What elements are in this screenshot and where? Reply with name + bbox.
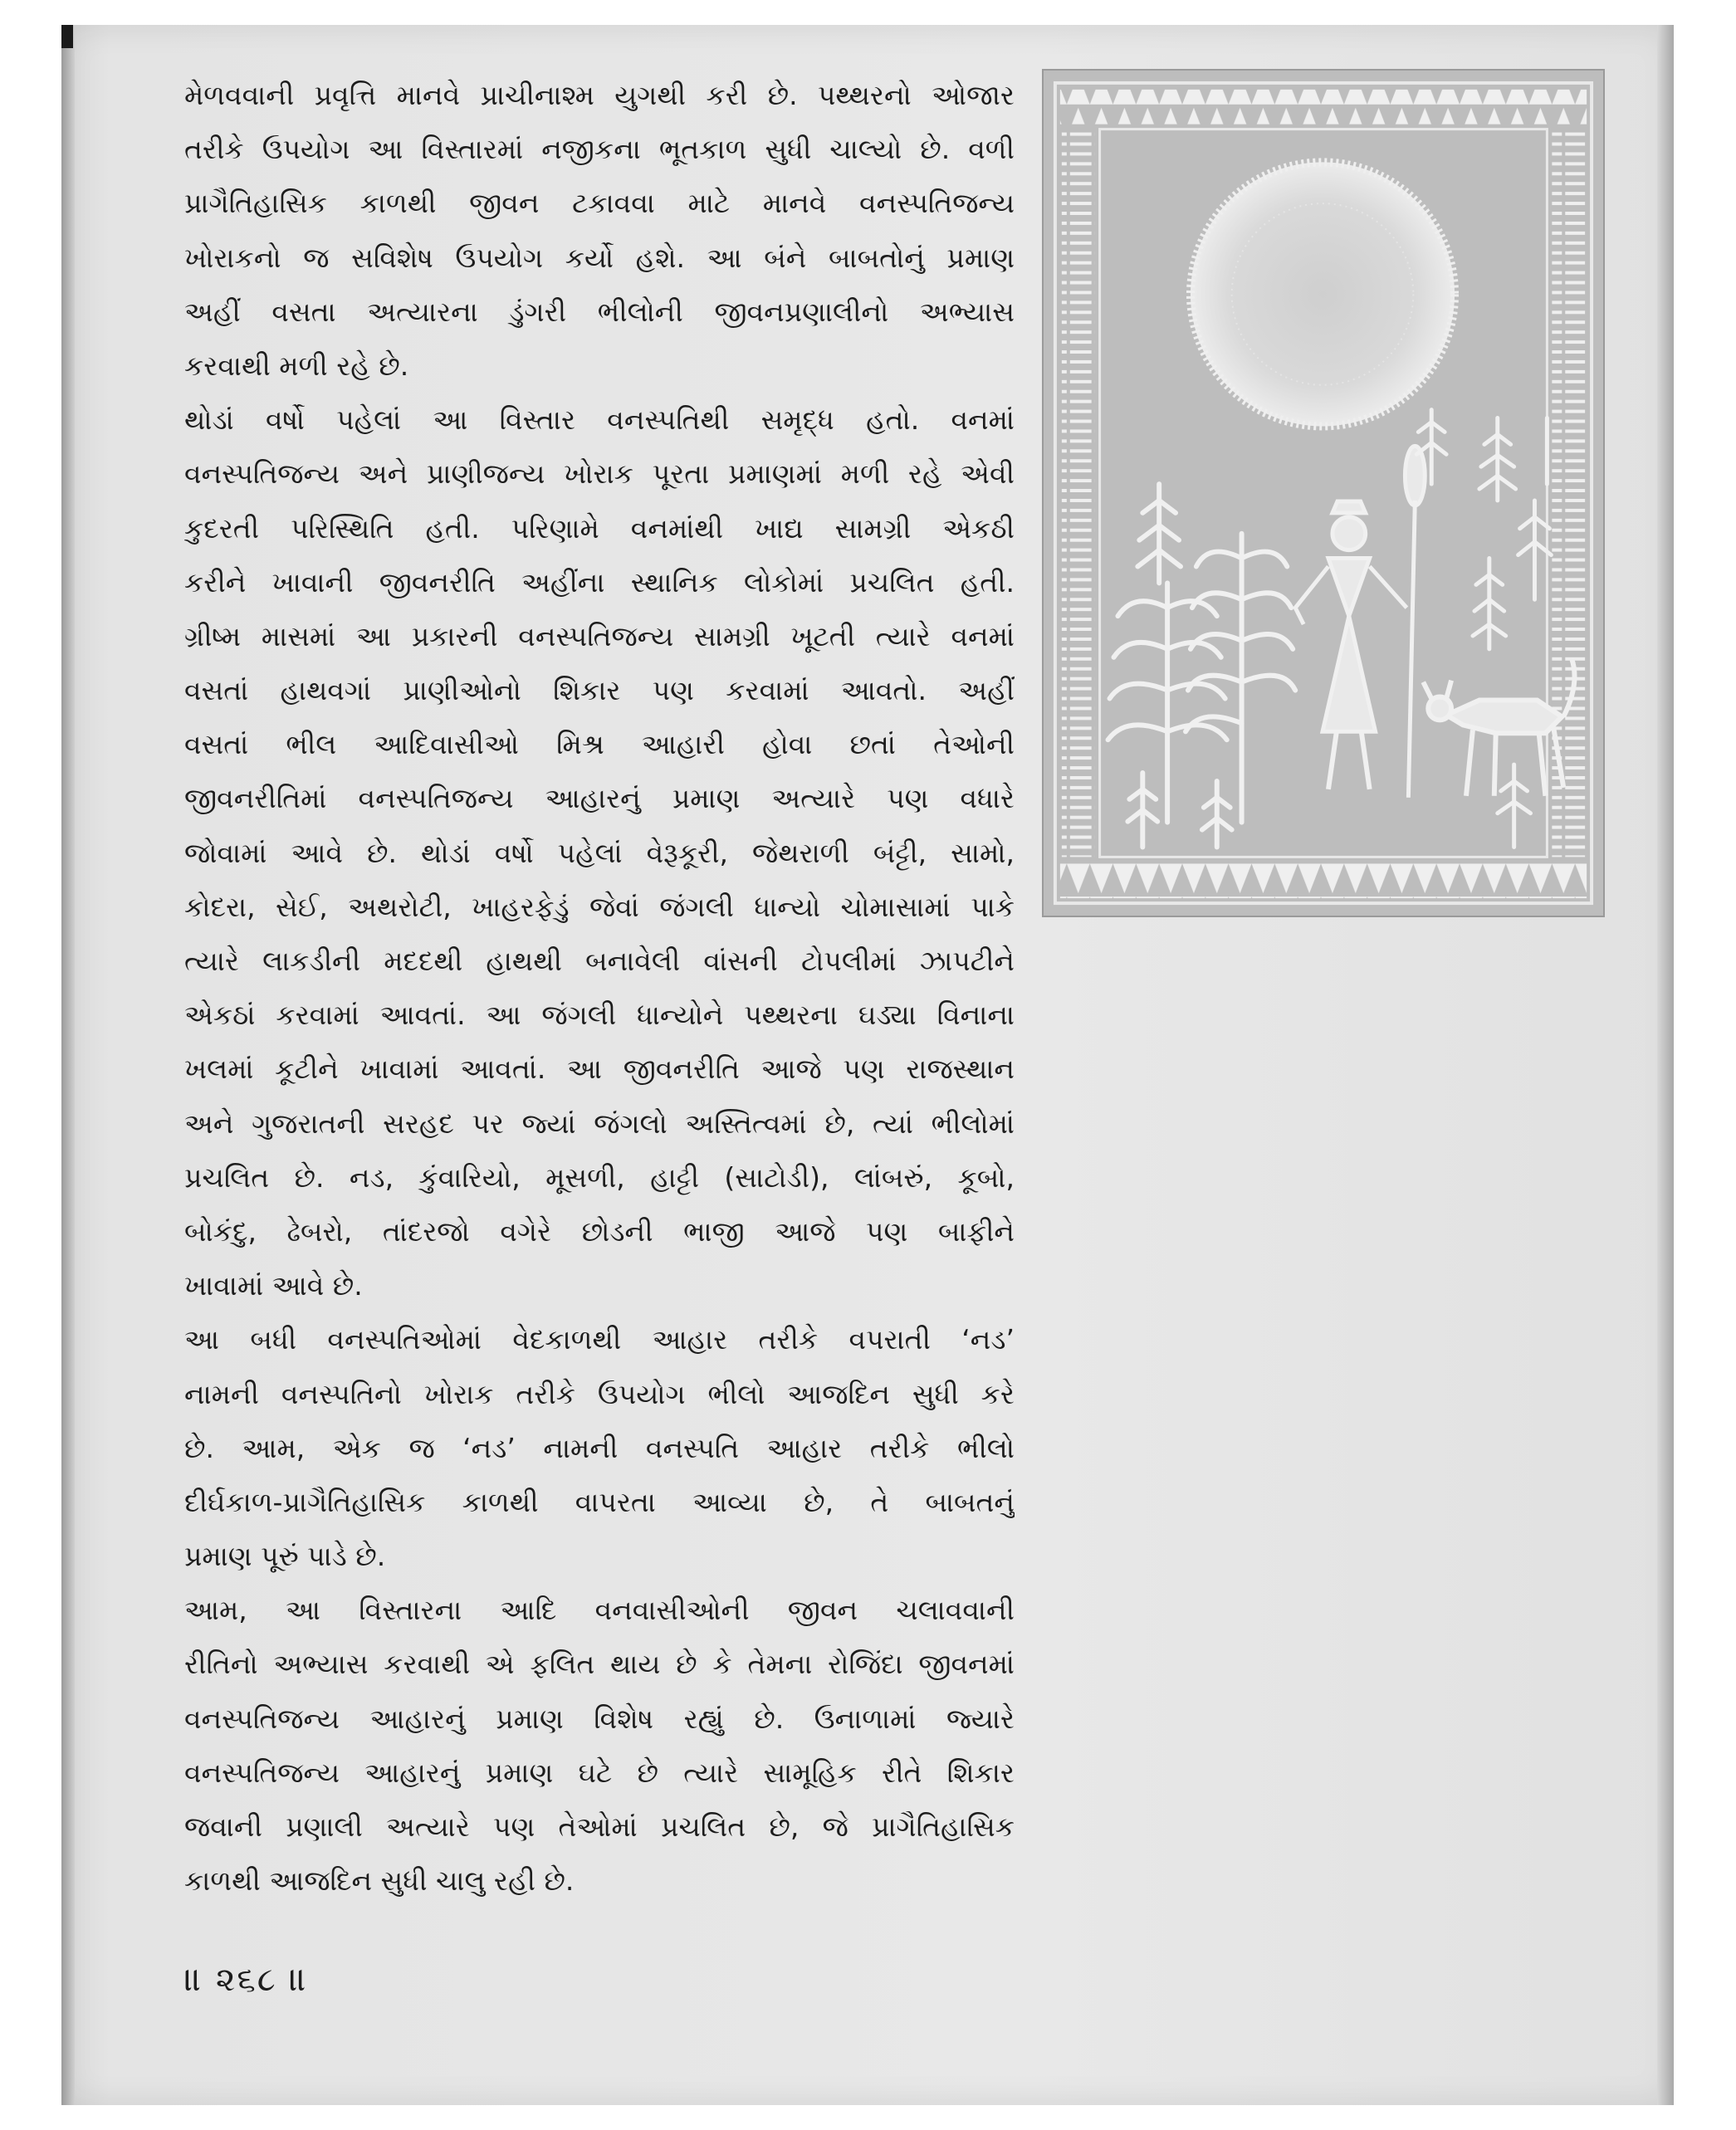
text-line: જીવનરીતિમાં વનસ્પતિજન્ય આહારનું પ્રમાણ અત્યારે પણ વધારે [184,782,1015,815]
warli-painting-image [1042,69,1605,917]
text-line: કોદરા, સેઈ, અથરોટી, ખાહરફેડું જેવાં જંગલી ધાન્યો ચોમાસામાં પાકે [184,890,1015,923]
text-line: જોવામાં આવે છે. થોડાં વર્ષો પહેલાં વેરૂકૂરી, જેથરાળી બંટ્ટી, સામો, [184,836,1015,869]
text-line: એકઠાં કરવામાં આવતાં. આ જંગલી ધાન્યોને પથ્થરના ઘડ્યા વિનાના [184,999,1015,1032]
text-line: કાળથી આજદિન સુધી ચાલુ રહી છે. [184,1864,575,1898]
text-line: દીર્ઘકાળ-પ્રાગૈતિહાસિક કાળથી વાપરતા આવ્યા છે, તે બાબતનું [184,1485,1015,1518]
text-line: જવાની પ્રણાલી અત્યારે પણ તેઓમાં પ્રચલિત છે, જે પ્રાગૈતિહાસિક [184,1810,1015,1843]
text-line: આમ, આ વિસ્તારના આદિ વનવાસીઓની જીવન ચલાવવાની [184,1594,1015,1627]
text-line: વનસ્પતિજન્ય આહારનું પ્રમાણ વિશેષ રહ્યું છે. ઉનાળામાં જ્યારે [184,1702,1015,1735]
text-line: વસતાં ભીલ આદિવાસીઓ મિશ્ર આહારી હોવા છતાં તેઓની [184,728,1015,761]
text-line: પ્રાગૈતિહાસિક કાળથી જીવન ટકાવવા માટે માનવે વનસ્પતિજન્ય [184,187,1015,220]
text-line: ખાવામાં આવે છે. [184,1269,363,1302]
text-line: અહીં વસતા અત્યારના ડુંગરી ભીલોની જીવનપ્રણાલીનો અભ્યાસ [184,295,1015,328]
text-line: ગ્રીષ્મ માસમાં આ પ્રકારની વનસ્પતિજન્ય સામગ્રી ખૂટતી ત્યારે વનમાં [184,619,1015,652]
text-line: વસતાં હાથવગાં પ્રાણીઓનો શિકાર પણ કરવામાં આવતો. અહીં [184,674,1015,707]
page-number: ॥ ૨૬૮ ॥ [184,1961,309,1999]
text-line: ત્યારે લાકડીની મદદથી હાથથી બનાવેલી વાંસની ટોપલીમાં ઝાપટીને [184,945,1015,977]
corner-mark [61,25,73,48]
text-line: અને ગુજરાતની સરહદ પર જ્યાં જંગલો અસ્તિત્વમાં છે, ત્યાં ભીલોમાં [184,1107,1015,1140]
text-line: રીતિનો અભ્યાસ કરવાથી એ ફલિત થાય છે કે તેમના રોજિંદા જીવનમાં [184,1648,1015,1681]
text-line: કરવાથી મળી રહે છે. [184,349,409,382]
text-line: પ્રચલિત છે. નડ, કુંવારિયો, મૂસળી, હાટ્ટી (સાટોડી), લાંબરું, કૂબો, [184,1160,1015,1194]
text-line: ખોરાકનો જ સવિશેષ ઉપયોગ કર્યો હશે. આ બંને બાબતોનું પ્રમાણ [184,241,1015,274]
text-line: નામની વનસ્પતિનો ખોરાક તરીકે ઉપયોગ ભીલો આજદિન સુધી કરે [184,1377,1015,1410]
page-edge-left [61,25,75,2105]
text-line: થોડાં વર્ષો પહેલાં આ વિસ્તાર વનસ્પતિથી સમૃદ્ધ હતો. વનમાં [184,403,1015,437]
text-line: છે. આમ, એક જ ‘નડ’ નામની વનસ્પતિ આહાર તરીકે ભીલો [184,1431,1015,1464]
body-text [184,68,1015,1908]
text-line: મેળવવાની પ્રવૃત્તિ માનવે પ્રાચીનાશ્મ યુગથી કરી છે. પથ્થરનો ઓજાર [184,79,1015,111]
text-line: ખલમાં કૂટીને ખાવામાં આવતાં. આ જીવનરીતિ આજે પણ રાજસ્થાન [184,1053,1015,1086]
page-edge-right [1657,25,1674,2105]
text-line: બોકંદુ, ઢેબરો, તાંદરજો વગેરે છોડની ભાજી આજે પણ બાફીને [184,1214,1015,1248]
text-line: વનસ્પતિજન્ય આહારનું પ્રમાણ ઘટે છે ત્યારે સામૂહિક રીતે શિકાર [184,1756,1015,1789]
text-line: તરીકે ઉપયોગ આ વિસ્તારમાં નજીકના ભૂતકાળ સુધી ચાલ્યો છે. વળી [184,133,1015,166]
warli-painting-svg [1044,71,1603,916]
text-line: આ બધી વનસ્પતિઓમાં વેદકાળથી આહાર તરીકે વપરાતી ‘નડ’ [184,1323,1015,1356]
text-line: વનસ્પતિજન્ય અને પ્રાણીજન્ય ખોરાક પૂરતા પ્રમાણમાં મળી રહે એવી [184,457,1015,491]
text-line: કરીને ખાવાની જીવનરીતિ અહીંના સ્થાનિક લોકોમાં પ્રચલિત હતી. [184,565,1015,598]
sun-motif [1191,162,1455,426]
text-line: કુદરતી પરિસ્થિતિ હતી. પરિણામે વનમાંથી ખાદ્ય સામગ્રી એકઠી [184,511,1015,545]
text-line: પ્રમાણ પૂરું પાડે છે. [184,1540,386,1573]
